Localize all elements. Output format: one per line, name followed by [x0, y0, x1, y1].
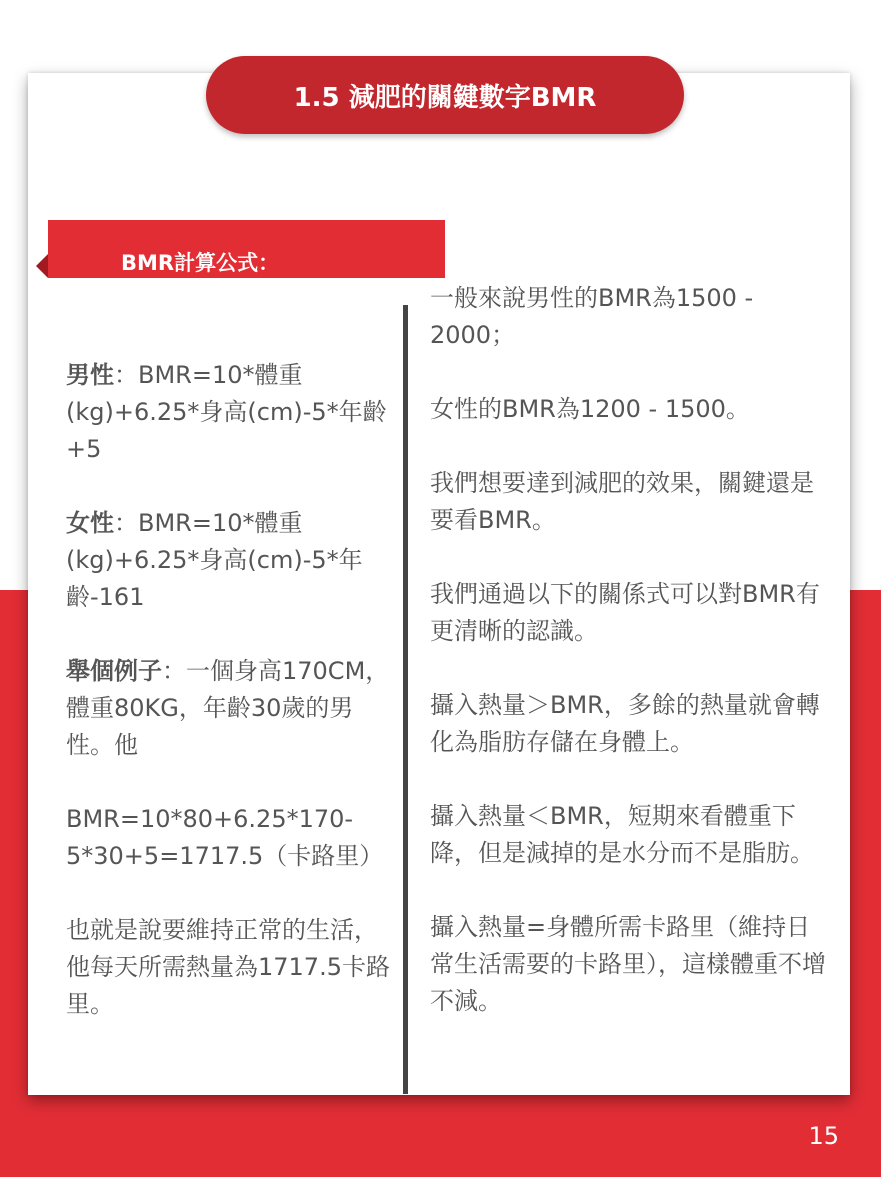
example-label: 舉個例子 [66, 657, 162, 685]
relation-surplus: 攝入熱量＞BMR，多餘的熱量就會轉化為脂肪存儲在身體上。 [430, 691, 820, 756]
female-formula-text: ：BMR=10*體重(kg)+6.25*身高(cm)-5*年齡-161 [66, 509, 363, 611]
male-formula-text: ：BMR=10*體重(kg)+6.25*身高(cm)-5*年齡+5 [66, 361, 387, 463]
column-divider [403, 305, 408, 1094]
page-title: 1.5 減肥的關鍵數字BMR [293, 82, 597, 113]
relation-intro: 我們通過以下的關係式可以對BMR有更清晰的認識。 [430, 580, 820, 645]
formula-banner-label: BMR計算公式： [121, 251, 280, 275]
male-bmr-range: 一般來說男性的BMR為1500 - 2000； [430, 284, 754, 349]
male-formula [66, 357, 398, 468]
banner-fold [36, 254, 48, 278]
female-formula [66, 505, 398, 616]
female-label: 女性 [66, 509, 114, 537]
title-pill [206, 56, 684, 134]
male-label: 男性 [66, 361, 114, 389]
page-number: 15 [808, 1122, 839, 1150]
example-calculation: BMR=10*80+6.25*170-5*30+5=1717.5（卡路里） [66, 805, 384, 870]
example-text: ：一個身高170CM，體重80KG，年齡30歲的男性。他 [66, 657, 390, 759]
conclusion: 也就是說要維持正常的生活，他每天所需熱量為1717.5卡路里。 [66, 916, 390, 1018]
relation-deficit: 攝入熱量＜BMR，短期來看體重下降，但是減掉的是水分而不是脂肪。 [430, 802, 814, 867]
right-column [430, 280, 828, 1020]
female-bmr-range: 女性的BMR為1200 - 1500。 [430, 395, 750, 423]
formula-banner [48, 220, 445, 278]
left-column [66, 357, 398, 1023]
relation-balance: 攝入熱量=身體所需卡路里（維持日常生活需要的卡路里），這樣體重不增不減。 [430, 913, 826, 1015]
example [66, 653, 398, 764]
key-point: 我們想要達到減肥的效果，關鍵還是要看BMR。 [430, 469, 814, 534]
